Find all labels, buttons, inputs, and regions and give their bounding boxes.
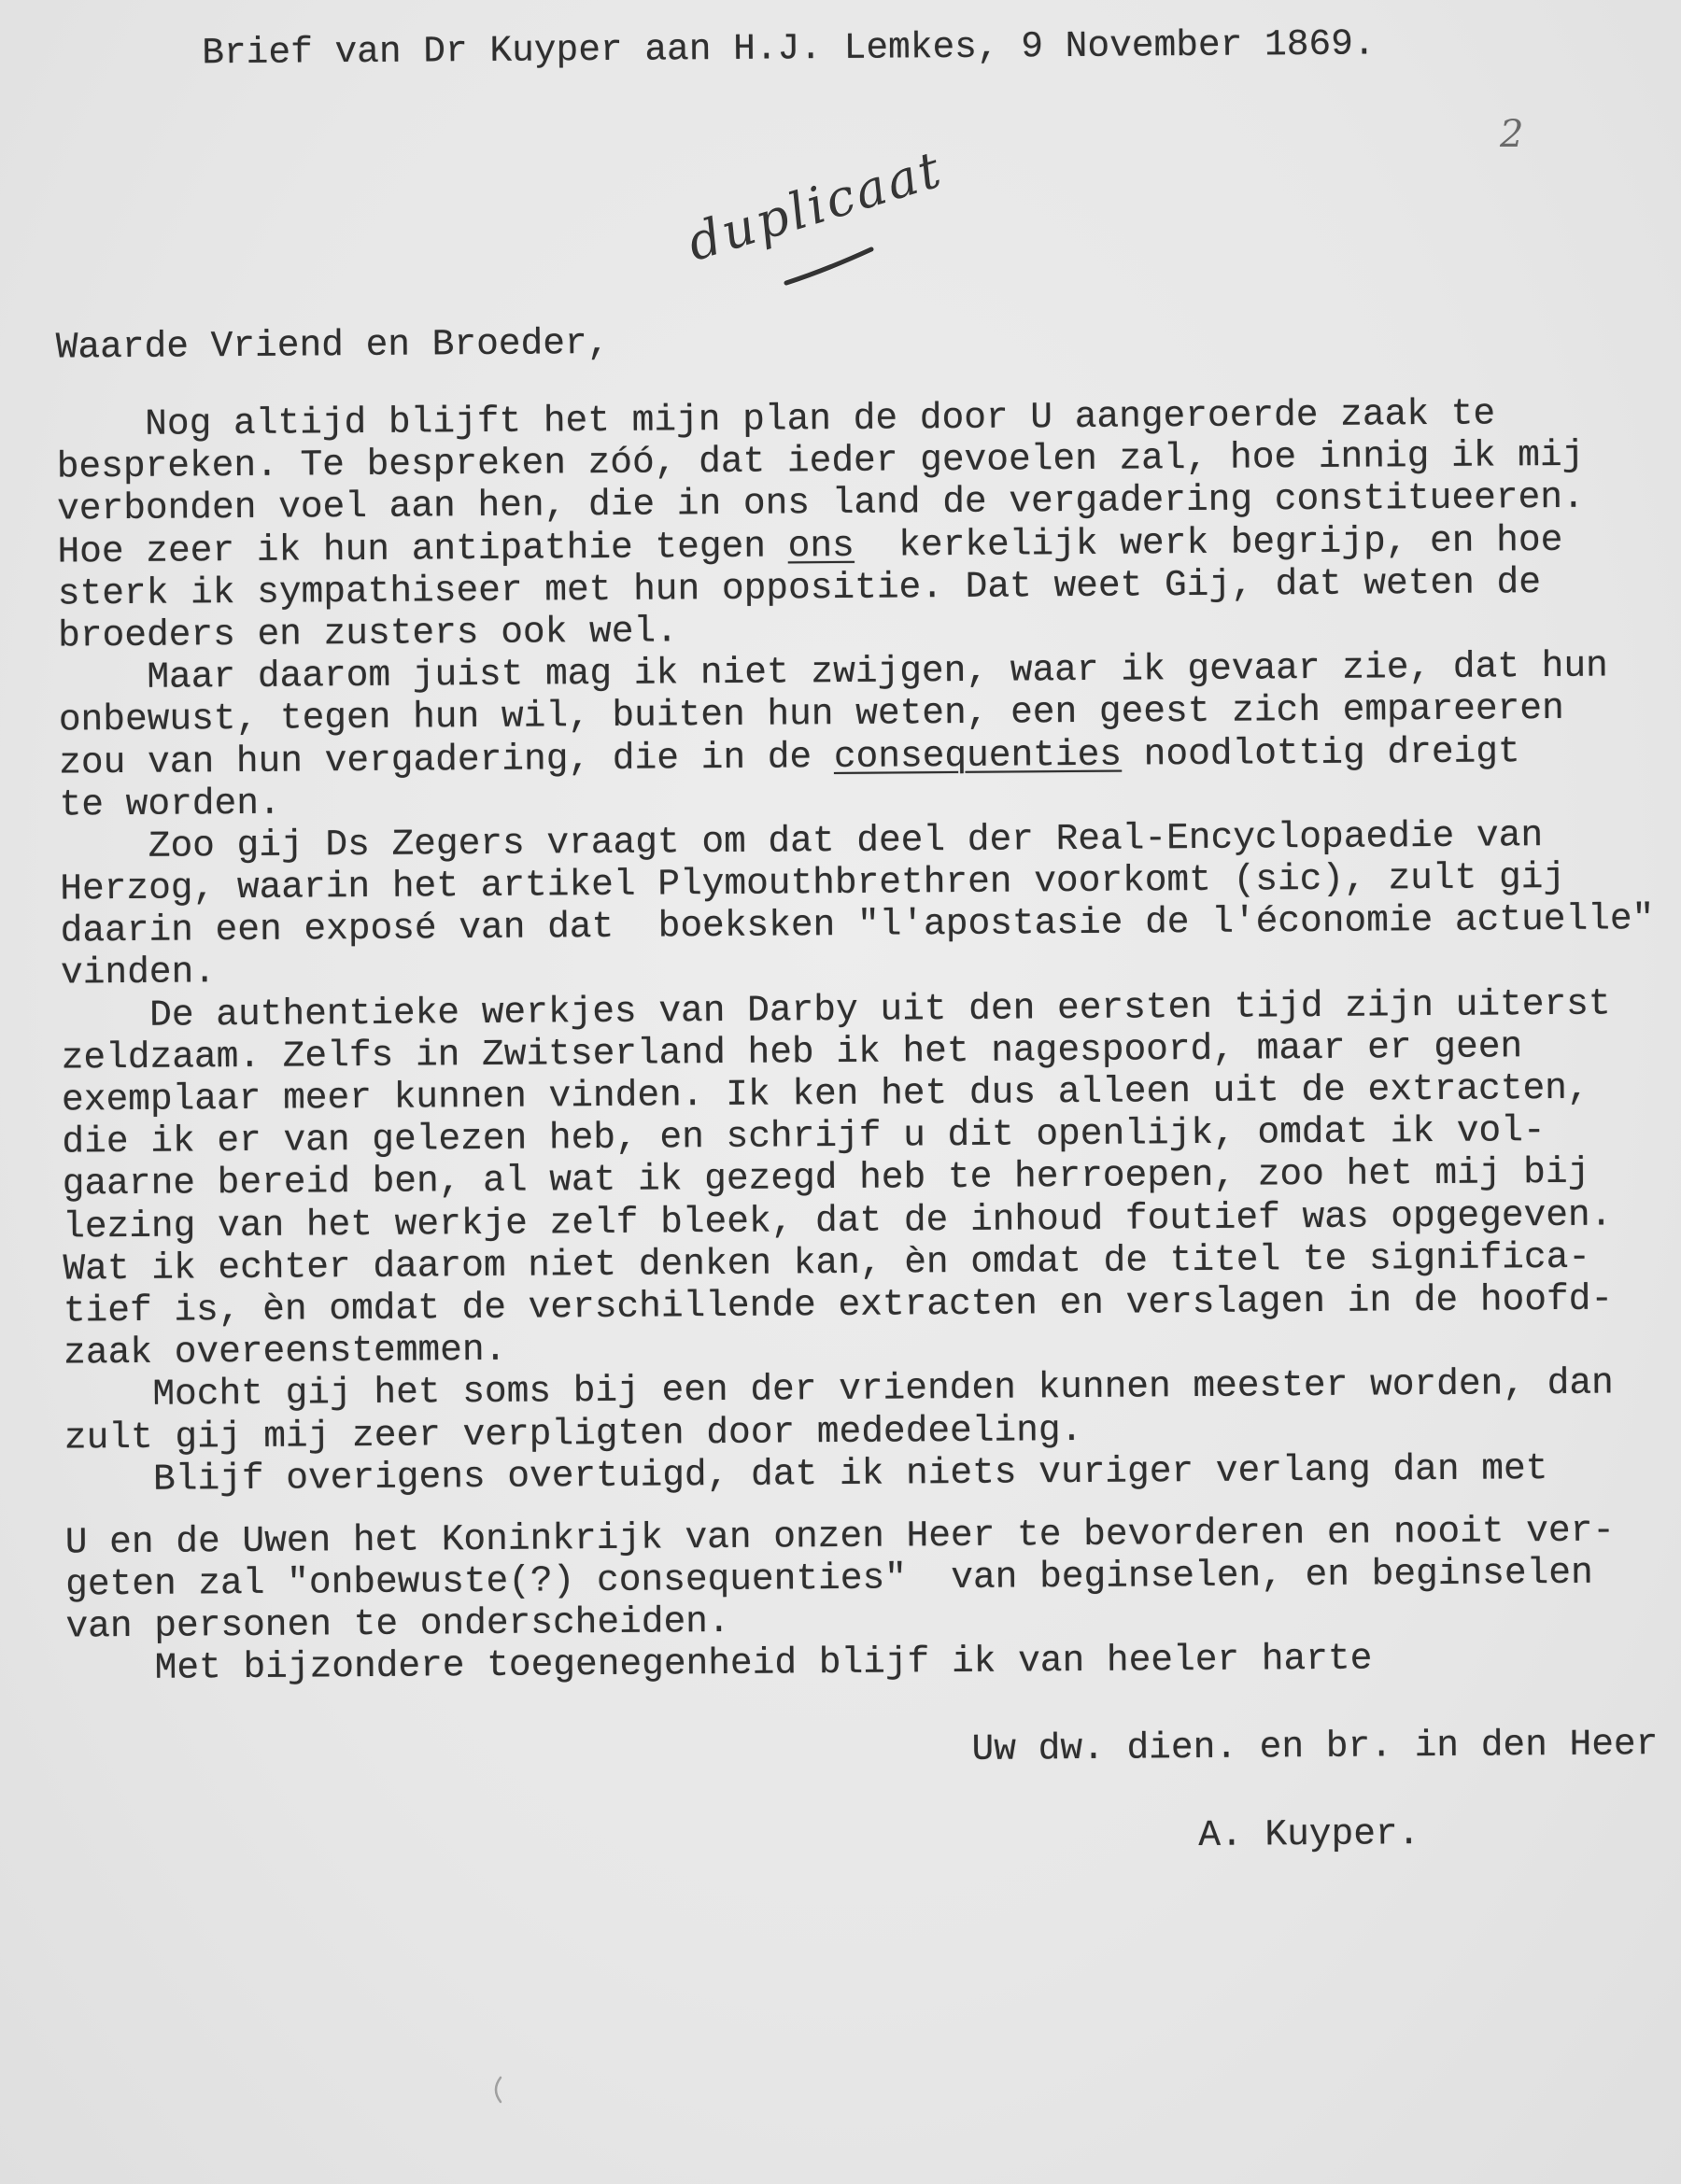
underlined-word: ons <box>787 524 855 567</box>
body-line: Maar daarom juist mag ik niet zwijgen, waar ik gevaar zie, dat hun <box>147 644 1608 698</box>
body-line: geten zal "onbewuste(?) consequenties" van beginselen, en beginselen <box>64 1551 1593 1606</box>
body-line: De authentieke werkjes van Darby uit den eersten tijd zijn uiterst <box>149 982 1611 1036</box>
body-text: kerkelijk werk begrijp, en hoe <box>854 518 1563 567</box>
body-line: U en de Uwen het Koninkrijk van onzen Heer te bevorderen en nooit ver- <box>64 1509 1616 1564</box>
scan-mark <box>487 2075 506 2105</box>
handwritten-note: duplicaat <box>680 139 950 273</box>
body-line: zaak overeenstemmen. <box>64 1328 507 1374</box>
body-line: vinden. <box>60 951 217 994</box>
body-line: sterk ik sympathiseer met hun oppositie. Dat weet Gij, dat weten de <box>57 560 1542 615</box>
body-line: tief is, èn omdat de verschillende extracten en verslagen in de hoofd- <box>63 1277 1614 1332</box>
body-line: broeders en zusters ook wel. <box>58 610 679 657</box>
underlined-word: consequenties <box>833 733 1123 778</box>
body-line: exemplaar meer kunnen vinden. Ik ken het dus alleen uit de extracten, <box>61 1066 1589 1121</box>
body-line: te worden. <box>59 782 281 826</box>
body-line: Herzog, waarin het artikel Plymouthbrethren voorkomt (sic), zult gij <box>60 855 1566 910</box>
body-line: Wat ik echter daarom niet denken kan, èn omdat de titel te significa- <box>63 1235 1591 1290</box>
letter-header: Brief van Dr Kuyper aan H.J. Lemkes, 9 November 1869. <box>202 22 1376 75</box>
body-text: zou van hun vergadering, die in de <box>59 735 835 784</box>
scan-mark-stroke <box>496 2078 501 2102</box>
typed-sheet <box>0 6 1659 1980</box>
body-line: verbonden voel aan hen, die in ons land de vergadering constitueeren. <box>56 476 1585 530</box>
body-text: noodlottig dreigt <box>1121 729 1520 776</box>
body-line: Nog altijd blijft het mijn plan de door U aangeroerde zaak te <box>145 392 1496 445</box>
body-line: Met bijzondere toegenegenheid blijf ik van heeler harte <box>154 1637 1373 1689</box>
body-line: gaarne bereid ben, al wat ik gezegd heb te herroepen, zoo het mij bij <box>62 1151 1590 1205</box>
letter-body <box>56 391 1660 1690</box>
body-line: Zoo gij Ds Zegers vraagt om dat deel der Real-Encyclopaedie van <box>148 813 1544 867</box>
body-line: daarin een exposé van dat boeksken "l'apostasie de l'économie actuelle" <box>60 897 1655 952</box>
page-number: 2 <box>1500 113 1524 156</box>
handwritten-underline <box>775 238 883 294</box>
underline-stroke <box>786 249 871 283</box>
body-line: lezing van het werkje zelf bleek, dat de inhoud foutief was opgegeven. <box>62 1193 1613 1248</box>
body-line: zult gij mij zeer verpligten door mededeeling. <box>64 1408 1083 1459</box>
signature-name: A. Kuyper. <box>1198 1812 1420 1856</box>
salutation: Waarde Vriend en Broeder, <box>55 321 610 369</box>
body-line: bespreken. Te bespreken zóó, dat ieder gevoelen zal, hoe innig ik mij <box>56 433 1585 488</box>
body-text: Hoe zeer ik hun antipathie tegen <box>57 524 788 573</box>
body-line: onbewust, tegen hun wil, buiten hun weten, een geest zich empareeren <box>58 687 1564 741</box>
closing-line: Uw dw. dien. en br. in den Heer <box>971 1723 1659 1770</box>
body-line: zeldzaam. Zelfs in Zwitserland heb ik het nagespoord, maar er geen <box>61 1025 1523 1079</box>
body-line: van personen te onderscheiden. <box>65 1599 730 1648</box>
body-line: die ik er van gelezen heb, en schrijf u dit openlijk, omdat ik vol- <box>62 1109 1546 1163</box>
body-line: Blijf overigens overtuigd, dat ik niets vuriger verlang dan met <box>152 1446 1548 1501</box>
body-line: Mocht gij het soms bij een der vrienden kunnen meester worden, dan <box>152 1361 1614 1416</box>
